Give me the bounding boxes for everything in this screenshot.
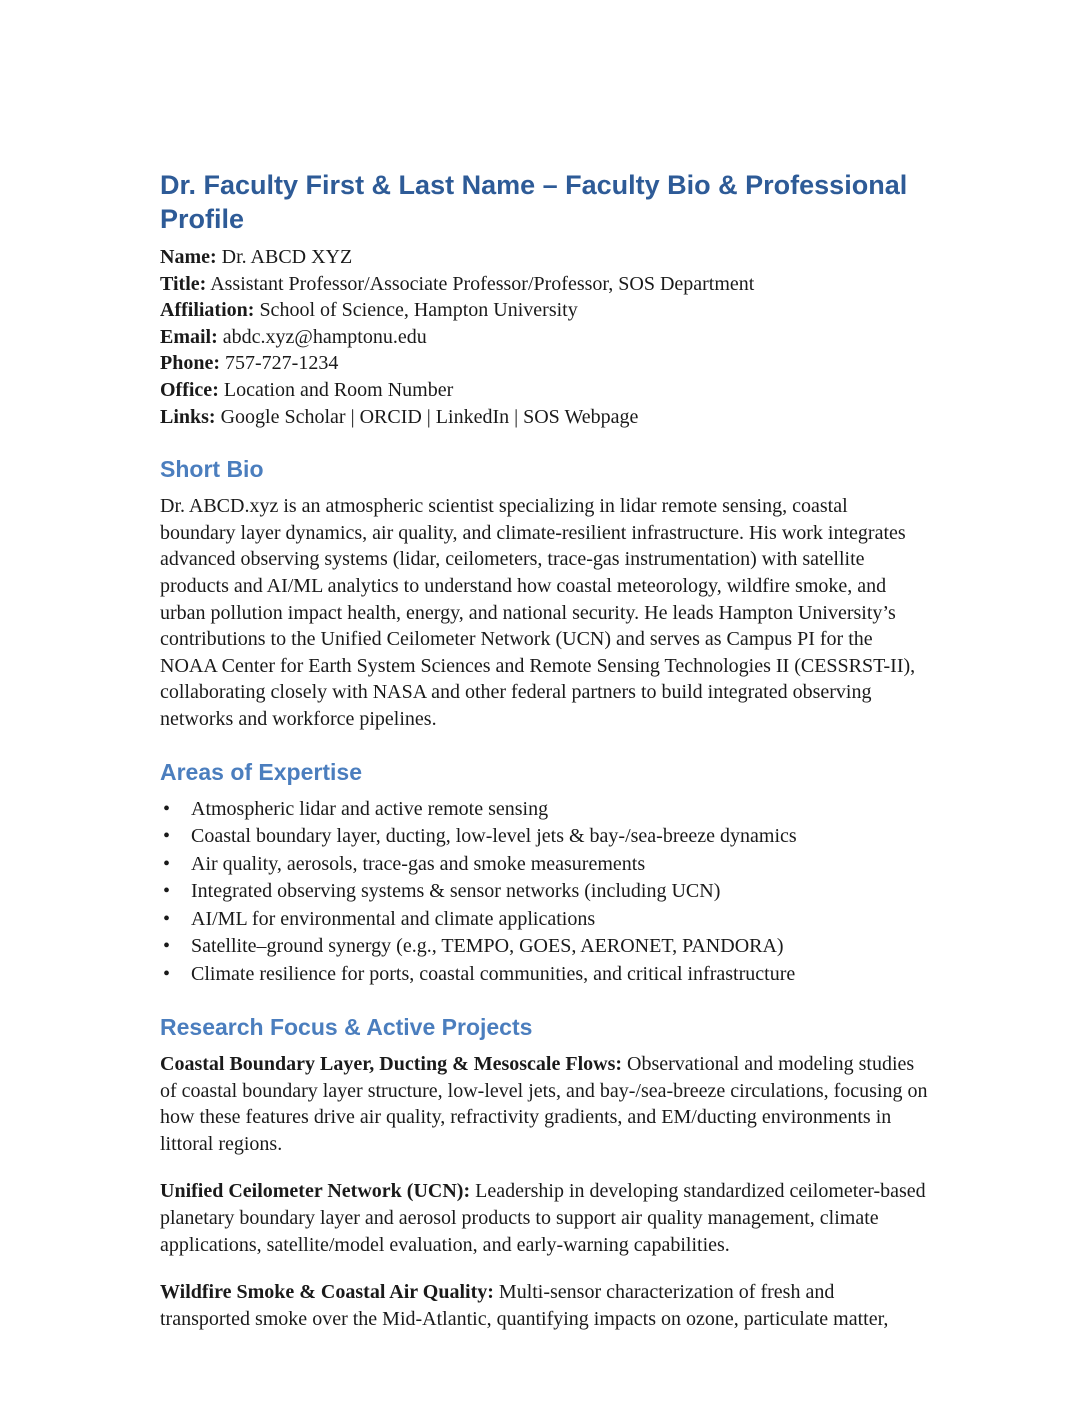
contact-value: School of Science, Hampton University: [259, 299, 578, 322]
contact-line-email: [160, 324, 928, 351]
project-paragraph-wildfire: [160, 1279, 928, 1332]
contact-label: Email:: [160, 325, 218, 348]
expertise-item: • Climate resilience for ports, coastal communities, and critical infrastructure: [160, 961, 928, 989]
project-paragraph-ucn: [160, 1178, 928, 1258]
short-bio-paragraph: Dr. ABCD.xyz is an atmospheric scientist specializing in lidar remote sensing, coastal boundary layer dynamics, air quality, and climate-resilient infrastructure. His work integrates advanced observing systems (lidar, ceilometers, trace-gas instrumentation) with satellite products and AI/ML analytics to understand how coastal meteorology, wildfire smoke, and urban pollution impact health, energy, and national security. He leads Hampton University’s contributions to the Unified Ceilometer Network (UCN) and serves as Campus PI for the NOAA Center for Earth System Sciences and Remote Sensing Technologies II (CESSRST-II), collaborating closely with NASA and other federal partners to build integrated observing networks and workforce pipelines.: [160, 495, 916, 730]
contact-line-title: [160, 271, 928, 298]
project-lead: Unified Ceilometer Network (UCN):: [160, 1180, 471, 1203]
project-text: Leadership in developing standardized ceilometer-based planetary boundary layer and aerosol products to support air quality management, climate applications, satellite/model evaluation, and early-warning capabilities.: [160, 1180, 926, 1256]
project-text: Observational and modeling studies of coastal boundary layer structure, low-level jets, and bay-/sea-breeze circulations, focusing on how these features drive air quality, refractivity gradients, and EM/ducting environments in littoral regions.: [160, 1053, 928, 1155]
contact-block: [160, 244, 928, 430]
contact-label: Phone:: [160, 352, 220, 375]
expertise-item: • Atmospheric lidar and active remote sensing: [160, 796, 928, 824]
contact-line-links: [160, 404, 928, 431]
page-title: Dr. Faculty First & Last Name – Faculty Bio & Professional Profile: [160, 170, 908, 234]
section-heading-short-bio: Short Bio: [160, 456, 264, 483]
section-heading-expertise: Areas of Expertise: [160, 758, 362, 785]
project-text: Multi-sensor characterization of fresh and transported smoke over the Mid-Atlantic, quantifying impacts on ozone, particulate matter,: [160, 1281, 889, 1330]
contact-line-name: [160, 244, 928, 271]
contact-label: Office:: [160, 378, 219, 401]
contact-label: Affiliation:: [160, 299, 255, 322]
contact-label: Links:: [160, 405, 216, 428]
project-lead: Coastal Boundary Layer, Ducting & Mesoscale Flows:: [160, 1053, 623, 1075]
expertise-item: • Air quality, aerosols, trace-gas and smoke measurements: [160, 851, 928, 879]
contact-line-office: [160, 377, 928, 404]
expertise-list: [160, 796, 928, 989]
expertise-item: • Coastal boundary layer, ducting, low-level jets & bay-/sea-breeze dynamics: [160, 823, 928, 851]
expertise-item: • Integrated observing systems & sensor networks (including UCN): [160, 878, 928, 906]
contact-value: abdc.xyz@hamptonu.edu: [222, 325, 427, 348]
contact-value: Assistant Professor/Associate Professor/Professor, SOS Department: [210, 272, 755, 295]
contact-label: Title:: [160, 272, 207, 295]
expertise-item: • Satellite–ground synergy (e.g., TEMPO, GOES, AERONET, PANDORA): [160, 933, 928, 961]
expertise-item: • AI/ML for environmental and climate applications: [160, 906, 928, 934]
contact-line-affiliation: [160, 297, 928, 324]
contact-value: Location and Room Number: [223, 378, 454, 401]
contact-value: 757-727-1234: [225, 352, 339, 375]
contact-line-phone: [160, 350, 928, 377]
contact-value: Google Scholar | ORCID | LinkedIn | SOS Webpage: [220, 405, 639, 428]
contact-value: Dr. ABCD XYZ: [221, 246, 353, 268]
contact-label: Name:: [160, 246, 217, 268]
section-heading-research: Research Focus & Active Projects: [160, 1014, 533, 1040]
project-paragraph-coastal: [160, 1051, 928, 1157]
project-lead: Wildfire Smoke & Coastal Air Quality:: [160, 1281, 494, 1304]
